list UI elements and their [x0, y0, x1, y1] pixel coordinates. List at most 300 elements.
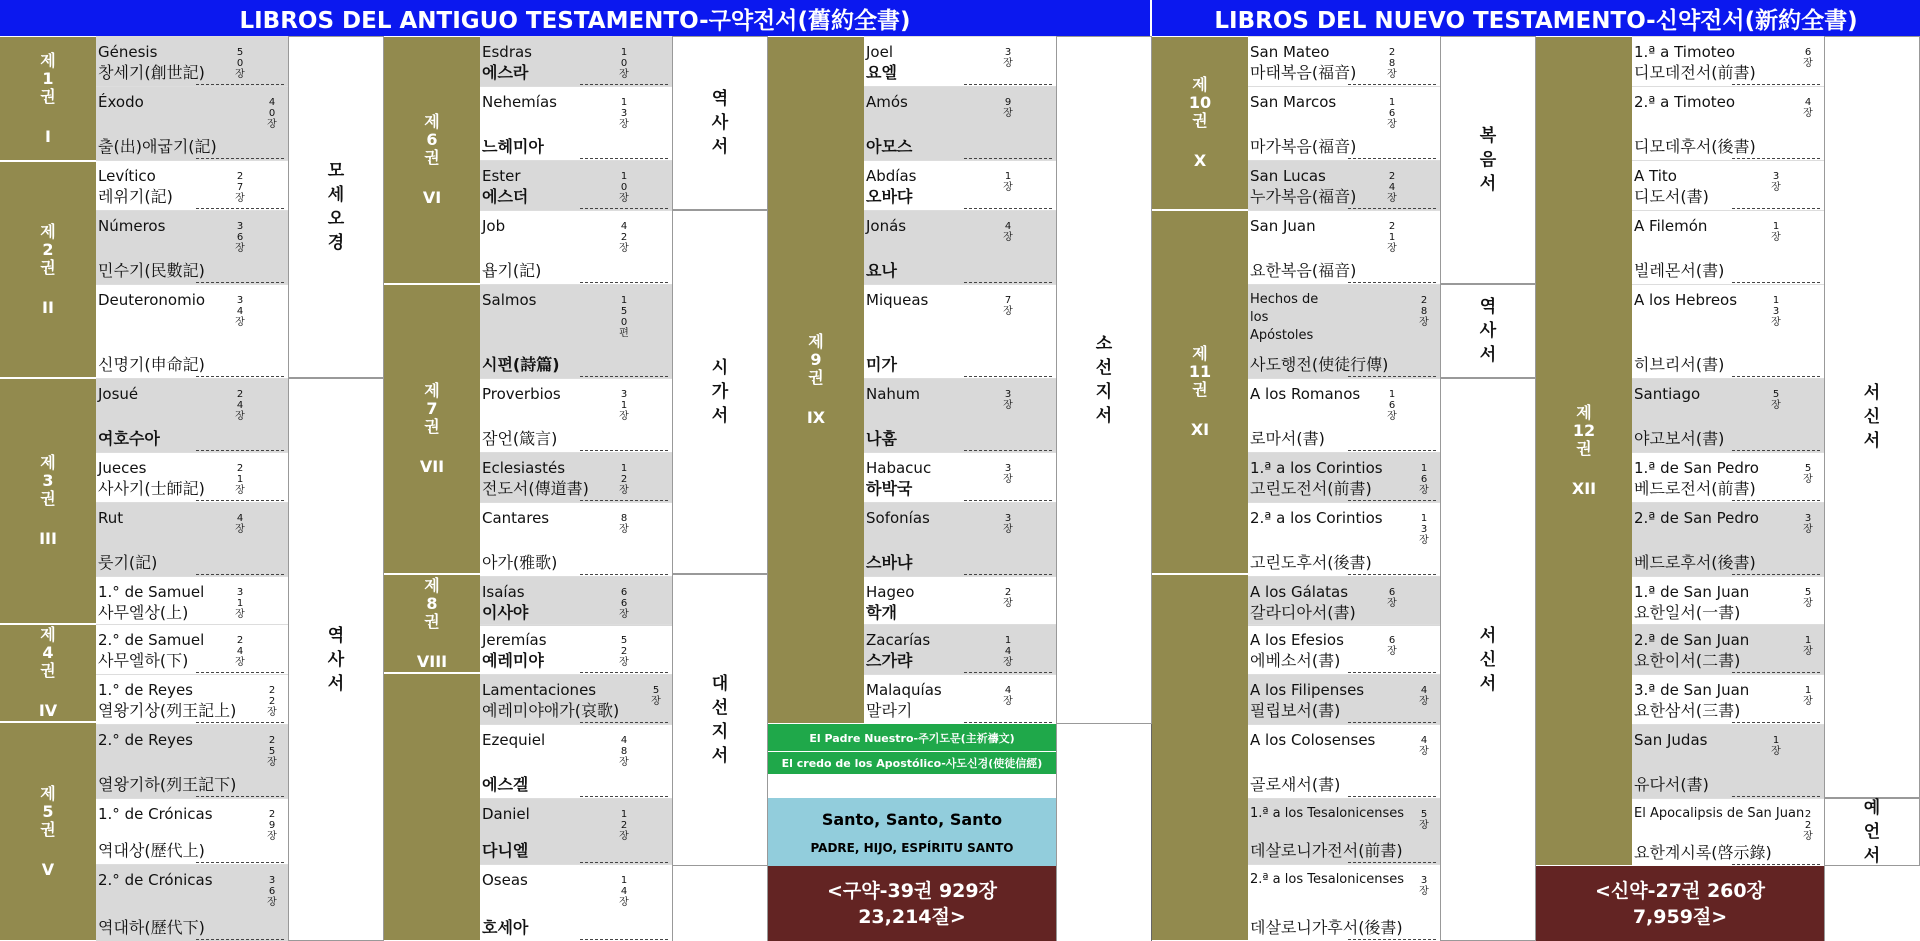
book-spanish-name: 2.ª a los Tesalonicenses — [1250, 872, 1405, 887]
volume-roman-numeral: VIII — [416, 651, 448, 671]
volume-number-text: 10 — [1188, 93, 1212, 112]
book-chapter-count: 2 장 — [1003, 587, 1013, 609]
book-chapter-count: 1 장 — [1803, 635, 1813, 657]
credo-text: El credo de los Apostólico-사도신경(使徒信經) — [781, 757, 1043, 770]
book-chapter-count: 9 장 — [1003, 97, 1013, 119]
book-korean-name: 에스더 — [482, 187, 529, 206]
book-spanish-name: 1.° de Samuel — [98, 583, 205, 601]
volume-number-text: 권 — [1192, 111, 1208, 130]
volume-number-text: 제 — [1192, 344, 1208, 363]
volume-number-text: 권 — [40, 661, 56, 680]
book-row — [864, 210, 1056, 284]
book-korean-name: 베드로후서(後書) — [1634, 553, 1756, 572]
book-spanish-name: Abdías — [866, 167, 917, 185]
book-underline — [580, 500, 668, 501]
book-row — [96, 284, 288, 378]
book-chapter-count: 3 6 장 — [267, 875, 277, 908]
book-underline — [196, 672, 284, 673]
book-spanish-name: Santiago — [1634, 385, 1701, 403]
volume-number-text: 3 — [42, 471, 54, 490]
volume-number-text: 제 — [808, 332, 824, 351]
book-korean-name: 디도서(書) — [1634, 187, 1709, 206]
book-chapter-count: 4 장 — [1419, 685, 1429, 707]
book-spanish-name: 3.ª de San Juan — [1634, 681, 1750, 699]
book-chapter-count: 3 1 장 — [235, 587, 245, 620]
book-underline — [196, 722, 284, 723]
book-korean-name: 말라기 — [866, 701, 913, 720]
book-underline — [1732, 722, 1820, 723]
book-korean-name: 요한일서(一書) — [1634, 603, 1741, 622]
book-chapter-count: 2 2 장 — [267, 685, 277, 718]
book-spanish-name: 2.° de Reyes — [98, 731, 193, 749]
book-row — [96, 452, 288, 502]
book-row — [1632, 452, 1824, 502]
category-label — [1440, 378, 1536, 941]
volume-number-text: 11 — [1188, 362, 1212, 381]
volume-number-text: 권 — [424, 611, 440, 631]
book-row — [1632, 724, 1824, 798]
book-row — [1632, 576, 1824, 626]
category-label — [1824, 36, 1920, 798]
volume-label — [0, 378, 96, 624]
book-chapter-count: 1 3 장 — [1419, 513, 1429, 546]
book-korean-name: 나훔 — [866, 429, 897, 448]
book-spanish-name: A los Efesios — [1250, 631, 1344, 649]
volume-label — [0, 36, 96, 161]
book-chapter-count: 1 6 장 — [1419, 463, 1429, 496]
book-spanish-name: Josué — [98, 385, 139, 403]
book-spanish-name: 2.ª de San Pedro — [1634, 509, 1759, 527]
book-underline — [196, 376, 284, 377]
book-chapter-count: 4 장 — [1003, 221, 1013, 243]
volume-roman-numeral: VI — [422, 188, 442, 207]
old-total-line-1: <구약-39권 929장 — [827, 879, 997, 902]
book-chapter-count: 2 7 장 — [235, 171, 245, 204]
book-spanish-name: Jueces — [98, 459, 147, 477]
book-spanish-name: Números — [98, 217, 166, 235]
book-spanish-name: Proverbios — [482, 385, 561, 403]
book-row — [1248, 36, 1440, 86]
book-spanish-name: Nahum — [866, 385, 921, 403]
book-underline — [964, 722, 1052, 723]
book-spanish-name: Esdras — [482, 43, 532, 61]
book-spanish-name: Isaías — [482, 583, 525, 601]
book-spanish-name: 2.° de Crónicas — [98, 871, 213, 889]
book-underline — [964, 450, 1052, 451]
book-korean-name: 베드로전서(前書) — [1634, 479, 1756, 498]
book-underline — [1348, 158, 1436, 159]
old-total-line-2: 23,214절> — [858, 905, 966, 928]
book-chapter-count: 4 장 — [1003, 685, 1013, 707]
book-spanish-name: Rut — [98, 509, 124, 527]
category-text: 소 선 지 서 — [1095, 334, 1113, 426]
book-underline — [196, 158, 284, 159]
book-row — [1248, 502, 1440, 576]
book-spanish-name: San Mateo — [1250, 43, 1330, 61]
book-chapter-count: 7 장 — [1003, 295, 1013, 317]
book-row — [1248, 210, 1440, 284]
book-underline — [964, 84, 1052, 85]
category-text: 예 언 서 — [1863, 798, 1881, 866]
category-label — [1056, 36, 1152, 724]
book-korean-name: 민수기(民數記) — [98, 261, 205, 280]
book-row — [1248, 452, 1440, 502]
book-underline — [580, 84, 668, 85]
book-row — [480, 284, 672, 378]
book-row — [1248, 576, 1440, 626]
book-spanish-name: A los Romanos — [1250, 385, 1361, 403]
book-row — [480, 36, 672, 86]
book-row — [1632, 674, 1824, 724]
book-row — [96, 36, 288, 86]
book-korean-name: 오바댜 — [866, 187, 913, 206]
book-underline — [1732, 864, 1820, 865]
volume-number-text: 8 — [426, 593, 438, 613]
book-spanish-name: A Tito — [1634, 167, 1677, 185]
book-chapter-count: 5 장 — [1803, 463, 1813, 485]
category-label — [1824, 798, 1920, 866]
book-spanish-name: 1.ª a Timoteo — [1634, 43, 1736, 61]
book-chapter-count: 4 장 — [1419, 735, 1429, 757]
book-chapter-count: 1 장 — [1771, 735, 1781, 757]
book-underline — [964, 282, 1052, 283]
book-korean-name: 시편(詩篇) — [482, 355, 560, 374]
book-spanish-name: 1.ª de San Pedro — [1634, 459, 1759, 477]
book-spanish-name: A los Hebreos — [1634, 291, 1738, 309]
volume-number-text: 제 — [1192, 75, 1208, 94]
book-underline — [580, 574, 668, 575]
new-total-line-1: <신약-27권 260장 — [1595, 879, 1765, 902]
book-chapter-count: 1 4 장 — [619, 875, 629, 908]
book-spanish-name: Ezequiel — [482, 731, 546, 749]
book-underline — [196, 939, 284, 940]
volume-number-text: 6 — [426, 130, 438, 149]
book-korean-name: 예레미야애가(哀歌) — [482, 701, 620, 720]
book-spanish-name: Ester — [482, 167, 521, 185]
category-text: 복 음 서 — [1479, 126, 1497, 194]
book-row — [480, 210, 672, 284]
book-chapter-count: 3 장 — [1003, 389, 1013, 411]
book-underline — [1732, 282, 1820, 283]
book-spanish-name: Oseas — [482, 871, 528, 889]
category-label — [672, 574, 768, 866]
book-row — [96, 502, 288, 576]
book-chapter-count: 1 0 장 — [619, 47, 629, 80]
book-chapter-count: 3 장 — [1003, 47, 1013, 69]
book-spanish-name: Amós — [866, 93, 908, 111]
book-spanish-name: 2.° de Samuel — [98, 631, 205, 649]
book-underline — [1348, 722, 1436, 723]
volume-label — [768, 36, 864, 724]
book-spanish-name: Éxodo — [98, 93, 144, 111]
book-underline — [580, 376, 668, 377]
book-chapter-count: 1 장 — [1003, 171, 1013, 193]
book-underline — [196, 282, 284, 283]
book-underline — [1732, 376, 1820, 377]
book-underline — [1732, 158, 1820, 159]
volume-number-text: 제 — [40, 453, 56, 472]
book-korean-name: 사무엘하(下) — [98, 651, 189, 670]
book-korean-name: 야고보서(書) — [1634, 429, 1725, 448]
book-korean-name: 요한계시록(啓示錄) — [1634, 843, 1772, 862]
book-spanish-name: 1.ª de San Juan — [1634, 583, 1750, 601]
book-underline — [196, 450, 284, 451]
book-row — [864, 86, 1056, 160]
volume-number-text: 제 — [424, 575, 440, 595]
santo-text: Santo, Santo, Santo — [821, 809, 1003, 829]
book-spanish-name: Deuteronomio — [98, 291, 206, 309]
book-chapter-count: 6 장 — [1387, 587, 1397, 609]
book-spanish-name: Miqueas — [866, 291, 929, 309]
volume-label — [1152, 210, 1248, 574]
book-korean-name: 역대하(歷代下) — [98, 918, 205, 937]
volume-number-text: 7 — [426, 399, 438, 418]
book-korean-name: 데살로니가후서(後書) — [1250, 918, 1403, 937]
book-korean-name: 고린도전서(前書) — [1250, 479, 1372, 498]
book-row — [1632, 210, 1824, 284]
volume-roman-numeral: IV — [38, 701, 58, 720]
padre-nuestro-banner — [768, 724, 1056, 752]
book-row — [1248, 674, 1440, 724]
book-spanish-name: A los Gálatas — [1250, 583, 1349, 601]
book-underline — [580, 158, 668, 159]
book-korean-name: 에스라 — [482, 63, 529, 82]
book-chapter-count: 1 3 장 — [1771, 295, 1781, 328]
new-testament-total — [1536, 866, 1824, 941]
volume-number-text: 제 — [40, 783, 56, 803]
book-chapter-count: 1 장 — [1771, 221, 1781, 243]
volume-blank — [384, 673, 480, 941]
book-chapter-count: 2 4 장 — [235, 635, 245, 668]
book-spanish-name: El Apocalipsis de San Juan — [1634, 806, 1805, 821]
book-underline — [1348, 84, 1436, 85]
book-row — [480, 864, 672, 941]
volume-blank — [1152, 574, 1248, 941]
volume-number-text: 권 — [40, 489, 56, 508]
book-spanish-name: Job — [482, 217, 506, 235]
book-spanish-name: Eclesiastés — [482, 459, 566, 477]
volume-number-text: 권 — [40, 86, 56, 106]
book-korean-name: 스가랴 — [866, 651, 913, 670]
book-chapter-count: 8 장 — [619, 513, 629, 535]
book-underline — [1732, 208, 1820, 209]
book-row — [1632, 36, 1824, 86]
old-testament-total — [768, 866, 1056, 941]
book-row — [864, 624, 1056, 674]
volume-number-text: 권 — [424, 417, 440, 436]
book-row — [864, 36, 1056, 86]
book-korean-name: 욥기(記) — [482, 261, 542, 280]
book-spanish-name: San Marcos — [1250, 93, 1337, 111]
book-chapter-count: 3 4 장 — [235, 295, 245, 328]
volume-roman-numeral: VII — [419, 457, 445, 476]
new-total-line-2: 7,959절> — [1632, 905, 1728, 928]
book-row — [864, 452, 1056, 502]
book-spanish-name: San Juan — [1250, 217, 1316, 235]
book-chapter-count: 1 6 장 — [1387, 389, 1397, 422]
volume-number-text: 5 — [42, 801, 54, 821]
category-text: 서 신 서 — [1863, 383, 1881, 451]
volume-label — [0, 722, 96, 941]
book-chapter-count: 6 장 — [1387, 635, 1397, 657]
book-chapter-count: 2 4 장 — [1387, 171, 1397, 204]
volume-number-text: 권 — [40, 819, 56, 839]
book-underline — [964, 500, 1052, 501]
book-underline — [1732, 672, 1820, 673]
book-row — [96, 160, 288, 210]
book-chapter-count: 1 2 장 — [619, 809, 629, 842]
book-chapter-count: 2 4 장 — [235, 389, 245, 422]
book-korean-name: 느헤미아 — [482, 137, 544, 156]
book-row — [96, 798, 288, 864]
book-spanish-name: Sofonías — [866, 509, 930, 527]
book-korean-name: 에스겔 — [482, 775, 529, 794]
book-underline — [196, 84, 284, 85]
book-korean-name: 누가복음(福音) — [1250, 187, 1357, 206]
book-korean-name: 아가(雅歌) — [482, 553, 558, 572]
volume-number-text: 권 — [808, 368, 824, 387]
book-underline — [580, 450, 668, 451]
book-korean-name: 아모스 — [866, 137, 913, 156]
book-underline — [1348, 450, 1436, 451]
book-chapter-count: 5 장 — [651, 685, 661, 707]
book-korean-name: 마가복음(福音) — [1250, 137, 1357, 156]
book-korean-name: 창세기(創世記) — [98, 63, 205, 82]
book-spanish-name: San Lucas — [1250, 167, 1326, 185]
book-row — [864, 284, 1056, 378]
book-row — [1248, 724, 1440, 798]
book-chapter-count: 3 1 장 — [619, 389, 629, 422]
book-spanish-name: Hechos de los Apóstoles — [1250, 292, 1319, 343]
book-korean-name: 갈라디아서(書) — [1250, 603, 1356, 622]
padre-nuestro-text: El Padre Nuestro-주기도문(主祈禱文) — [809, 731, 1015, 745]
book-underline — [580, 796, 668, 797]
book-underline — [196, 208, 284, 209]
book-row — [1248, 284, 1440, 378]
book-korean-name: 룻기(記) — [98, 553, 158, 572]
volume-roman-numeral: IX — [806, 408, 826, 427]
book-spanish-name: Zacarías — [866, 631, 931, 649]
book-korean-name: 요엘 — [866, 63, 897, 82]
book-chapter-count: 6 6 장 — [619, 587, 629, 620]
book-korean-name: 다니엘 — [482, 841, 529, 860]
book-row — [480, 624, 672, 674]
book-row — [480, 798, 672, 864]
book-chapter-count: 5 장 — [1803, 587, 1813, 609]
book-chapter-count: 5 장 — [1771, 389, 1781, 411]
volume-number-text: 9 — [810, 350, 822, 369]
book-spanish-name: Habacuc — [866, 459, 932, 477]
book-chapter-count: 2 1 장 — [1387, 221, 1397, 254]
volume-roman-numeral: I — [45, 126, 51, 146]
book-underline — [964, 574, 1052, 575]
book-row — [1632, 284, 1824, 378]
book-underline — [196, 500, 284, 501]
book-korean-name: 이사야 — [482, 603, 529, 622]
book-underline — [1348, 500, 1436, 501]
book-underline — [196, 862, 284, 863]
book-row — [96, 210, 288, 284]
book-korean-name: 호세아 — [482, 918, 529, 937]
book-chapter-count: 1 0 장 — [619, 171, 629, 204]
volume-label — [384, 574, 480, 673]
book-spanish-name: 1.° de Reyes — [98, 681, 193, 699]
book-row — [96, 674, 288, 724]
book-spanish-name: Nehemías — [482, 93, 557, 111]
book-spanish-name: Génesis — [98, 43, 158, 61]
category-text: 서 신 서 — [1479, 625, 1497, 694]
book-underline — [964, 158, 1052, 159]
book-chapter-count: 2 8 장 — [1387, 47, 1397, 80]
category-text: 역 사 서 — [1479, 297, 1497, 365]
book-spanish-name: 1.ª a los Tesalonicenses — [1250, 806, 1405, 821]
volume-roman-numeral: X — [1193, 151, 1207, 170]
book-spanish-name: 1.° de Crónicas — [98, 805, 213, 823]
book-spanish-name: Levítico — [98, 167, 156, 185]
book-korean-name: 사사기(士師記) — [98, 479, 205, 498]
book-row — [1632, 502, 1824, 576]
book-korean-name: 요한복음(福音) — [1250, 261, 1357, 280]
book-underline — [1348, 939, 1436, 940]
book-chapter-count: 2 1 장 — [235, 463, 245, 496]
book-chapter-count: 3 장 — [1003, 463, 1013, 485]
book-korean-name: 하박국 — [866, 479, 913, 498]
book-korean-name: 고린도후서(後書) — [1250, 553, 1372, 572]
book-underline — [580, 208, 668, 209]
book-korean-name: 에베소서(書) — [1250, 651, 1341, 670]
book-spanish-name: Daniel — [482, 805, 530, 823]
book-row — [1632, 86, 1824, 160]
category-label — [1440, 284, 1536, 378]
book-underline — [964, 672, 1052, 673]
book-korean-name: 열왕기하(列王記下) — [98, 775, 237, 794]
volume-number-text: 권 — [424, 148, 440, 167]
category-text: 역 사 서 — [711, 89, 729, 157]
book-underline — [1348, 796, 1436, 797]
book-korean-name: 데살로니가전서(前書) — [1250, 841, 1403, 860]
book-korean-name: 빌레몬서(書) — [1634, 261, 1725, 280]
book-underline — [1348, 862, 1436, 863]
book-row — [864, 378, 1056, 452]
book-chapter-count: 2 9 장 — [267, 809, 277, 842]
book-row — [480, 160, 672, 210]
volume-number-text: 권 — [40, 257, 56, 277]
book-spanish-name: 2.ª a los Corintios — [1250, 509, 1383, 527]
category-label — [672, 36, 768, 210]
volume-number-text: 2 — [42, 239, 54, 259]
book-korean-name: 미가 — [866, 355, 897, 374]
book-row — [480, 724, 672, 798]
book-underline — [1348, 208, 1436, 209]
santo-box — [768, 798, 1056, 866]
book-korean-name: 신명기(申命記) — [98, 355, 205, 374]
book-row — [480, 674, 672, 724]
book-row — [1632, 160, 1824, 210]
book-spanish-name: Malaquías — [866, 681, 942, 699]
volume-number-text: 제 — [424, 381, 440, 400]
book-korean-name: 역대상(歷代上) — [98, 841, 205, 860]
book-underline — [580, 939, 668, 940]
book-underline — [1732, 450, 1820, 451]
book-chapter-count: 3 장 — [1771, 171, 1781, 193]
book-row — [480, 502, 672, 576]
book-row — [864, 160, 1056, 210]
book-korean-name: 출(出)애굽기(記) — [98, 137, 217, 156]
book-chapter-count: 1 6 장 — [1387, 97, 1397, 130]
volume-number-text: 권 — [1576, 439, 1592, 458]
book-underline — [580, 672, 668, 673]
book-korean-name: 요한삼서(三書) — [1634, 701, 1741, 720]
